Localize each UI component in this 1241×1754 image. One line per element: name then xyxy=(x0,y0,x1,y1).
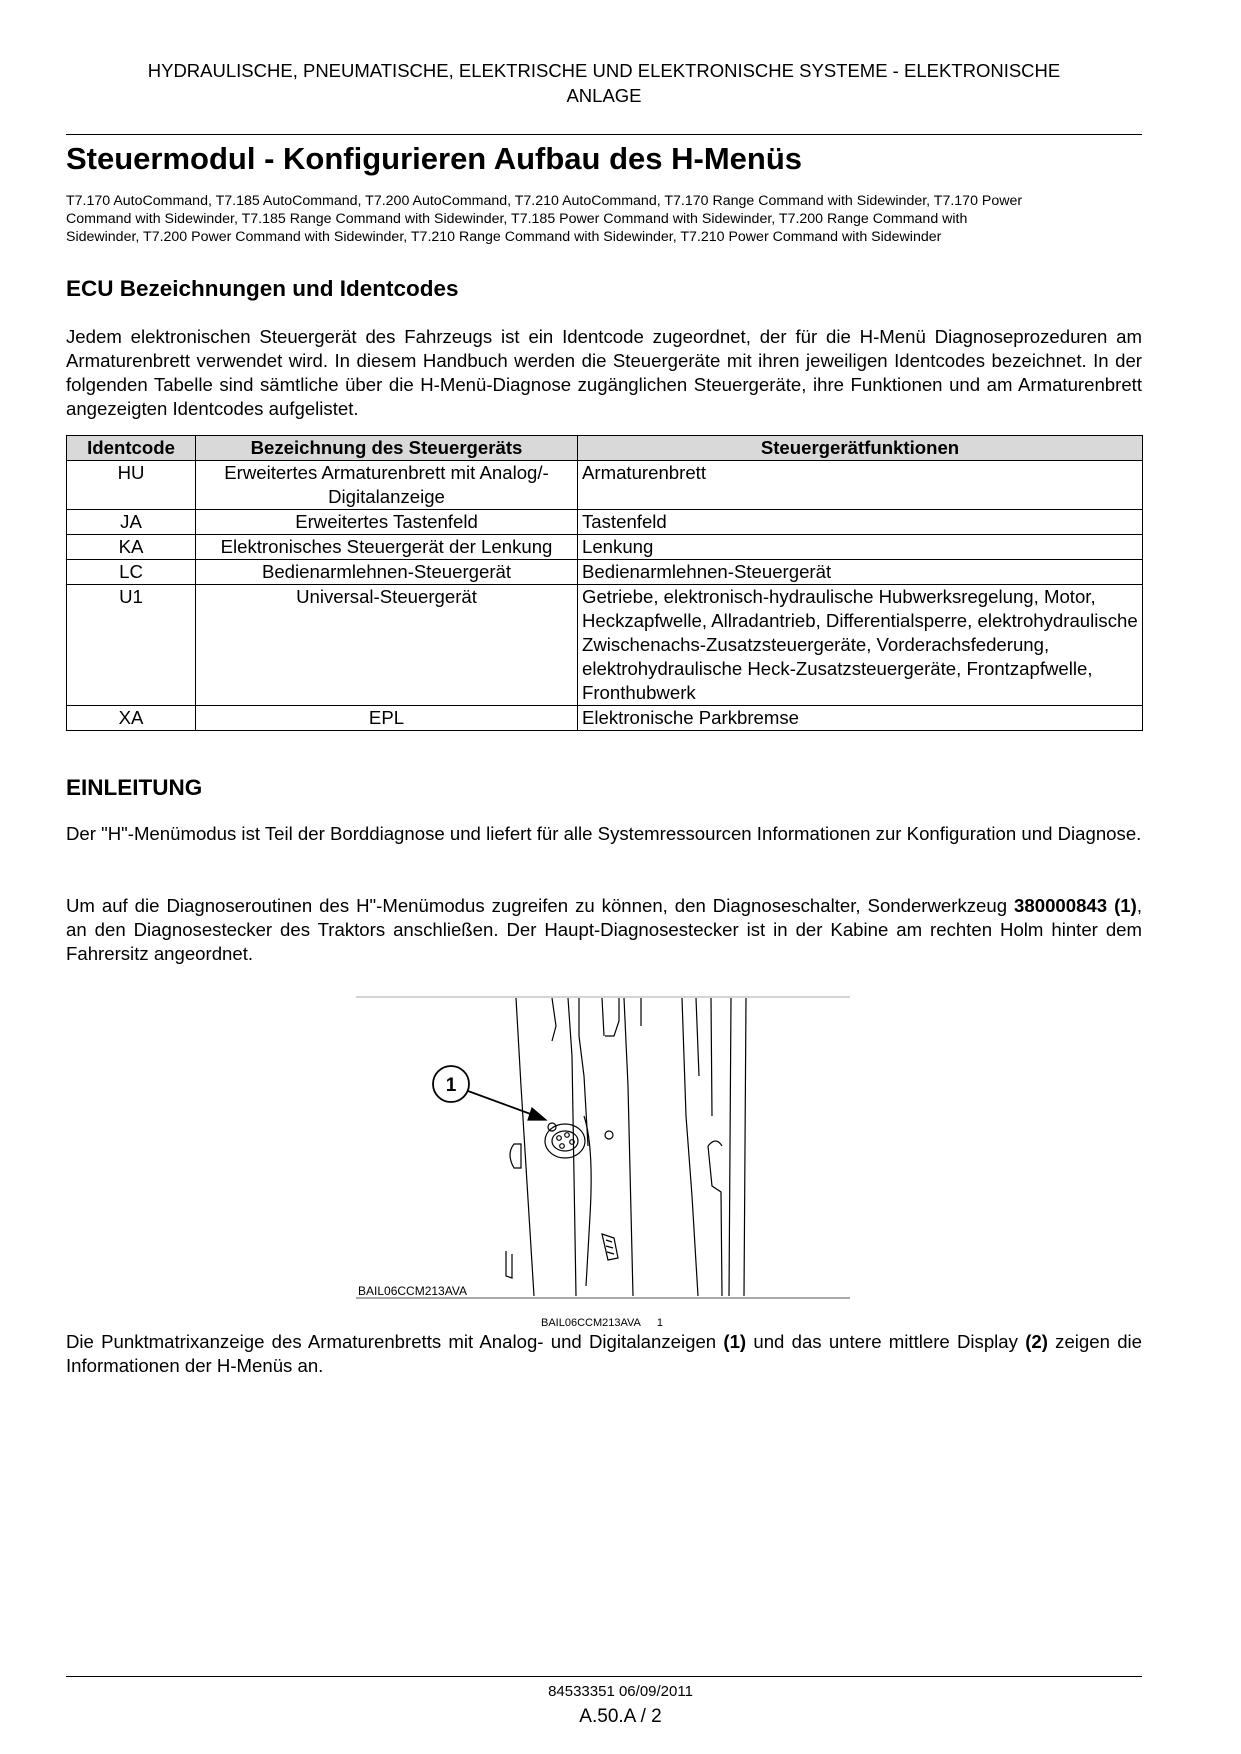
figure-caption xyxy=(541,1316,663,1330)
model-list-line-2: Command with Sidewinder, T7.185 Range Command with Sidewinder, T7.185 Power Command with Sidewinder, T7.200 Range Command with xyxy=(66,211,968,227)
table-row xyxy=(67,706,1143,731)
figure-image-label: BAIL06CCM213AVA xyxy=(358,1284,467,1298)
cell-name: Bedienarmlehnen-Steuergerät xyxy=(196,560,578,585)
cell-code: KA xyxy=(67,535,196,560)
callout-number: 1 xyxy=(445,1075,457,1096)
ecu-intro-paragraph: Jedem elektronischen Steuergerät des Fahrzeugs ist ein Identcode zugeordnet, der für die H-Menü Diagnoseprozeduren am Armaturenbrett verwendet wird. In diesem Handbuch werden die Steuergeräte mit ihren jeweiligen Identcodes bezeichnet. In der folgenden Tabelle sind sämtliche über die H-Menü-Diagnose zugänglichen Steuergeräte, ihre Funktionen und am Armaturenbrett angezeigten Identcodes aufgelistet. xyxy=(66,326,1142,419)
cell-name: Elektronisches Steuergerät der Lenkung xyxy=(196,535,578,560)
cell-function: Tastenfeld xyxy=(578,510,1143,535)
cell-code: HU xyxy=(67,461,196,510)
table-row xyxy=(67,585,1143,706)
connector-illustration xyxy=(356,996,850,1308)
section-heading-einleitung: EINLEITUNG xyxy=(66,775,203,800)
cell-code: XA xyxy=(67,706,196,731)
column-header-function: Steuergerätfunktionen xyxy=(578,436,1143,461)
model-list xyxy=(66,192,1146,246)
text-span: und das untere mittlere Display xyxy=(746,1331,1026,1352)
header-rule xyxy=(66,134,1142,135)
cell-function: Elektronische Parkbremse xyxy=(578,706,1143,731)
section-heading-ecu: ECU Bezeichnungen und Identcodes xyxy=(66,276,459,301)
table-row xyxy=(67,560,1143,585)
table-header-row xyxy=(67,436,1143,461)
display-paragraph xyxy=(66,1330,1142,1378)
text-span: zeigen die Informationen der H-Menüs an. xyxy=(66,1331,1143,1376)
cell-name: Erweitertes Armaturenbrett mit Analog/-Digitalanzeige xyxy=(196,461,578,510)
cell-name: EPL xyxy=(196,706,578,731)
cell-name: Universal-Steuergerät xyxy=(196,585,578,706)
reference-number: (2) xyxy=(1025,1331,1048,1352)
cell-code: LC xyxy=(67,560,196,585)
cell-function: Armaturenbrett xyxy=(578,461,1143,510)
cell-code: U1 xyxy=(67,585,196,706)
model-list-line-3: Sidewinder, T7.200 Power Command with Sidewinder, T7.210 Range Command with Sidewinder, T7.210 Power Command with Sidewinder xyxy=(66,229,942,245)
model-list-line-1: T7.170 AutoCommand, T7.185 AutoCommand, T7.200 AutoCommand, T7.210 AutoCommand, T7.170 Range Command with Sidewinder, T7.170 Power xyxy=(66,193,1023,209)
cell-function: Getriebe, elektronisch-hydraulische Hubwerksregelung, Motor, Heckzapfwelle, Allradantrieb, Differentialsperre, elektrohydraulische Zwischenachs-Zusatzsteuergeräte, Vorderachsfederung, elektrohydraulische Heck-Zusatzsteuergeräte, Frontzapfwelle, Fronthubwerk xyxy=(578,585,1143,706)
cell-function: Lenkung xyxy=(578,535,1143,560)
table-row xyxy=(67,535,1143,560)
reference-number: (1) xyxy=(723,1331,747,1352)
column-header-name: Bezeichnung des Steuergeräts xyxy=(196,436,578,461)
text-span: Um auf die Diagnoseroutinen des H"-Menümodus zugreifen zu können, den Diagnoseschalter, Sonderwerkzeug xyxy=(66,895,1015,916)
footer-page-number: A.50.A / 2 xyxy=(579,1706,662,1727)
intro-paragraph-2 xyxy=(66,894,1142,966)
page-title: Steuermodul - Konfigurieren Aufbau des H-Menüs xyxy=(66,141,802,176)
table-row xyxy=(67,461,1143,510)
tool-number: 380000843 xyxy=(1014,895,1108,916)
running-header-line-1: HYDRAULISCHE, PNEUMATISCHE, ELEKTRISCHE UND ELEKTRONISCHE SYSTEME - ELEKTRONISCHE xyxy=(147,60,1061,81)
cell-function: Bedienarmlehnen-Steuergerät xyxy=(578,560,1143,585)
reference-number: (1) xyxy=(1114,895,1137,916)
figure-caption-number: 1 xyxy=(656,1317,663,1329)
running-header xyxy=(66,58,1142,108)
column-header-identcode: Identcode xyxy=(67,436,196,461)
cell-name: Erweitertes Tastenfeld xyxy=(196,510,578,535)
text-span: , an den Diagnosestecker des Traktors anschließen. Der Haupt-Diagnosestecker ist in der Kabine am rechten Holm hinter dem Fahrersitz angeordnet. xyxy=(66,895,1142,964)
footer-document-number: 84533351 06/09/2011 xyxy=(548,1683,693,1700)
ecu-table xyxy=(66,435,1143,731)
running-header-line-2: ANLAGE xyxy=(566,85,642,106)
diagnostic-connector-figure xyxy=(356,996,850,1308)
table-row xyxy=(67,510,1143,535)
figure-caption-code: BAIL06CCM213AVA xyxy=(541,1317,641,1329)
footer-rule xyxy=(66,1676,1142,1677)
text-span: Die Punktmatrixanzeige des Armaturenbretts mit Analog- und Digitalanzeigen xyxy=(66,1331,724,1352)
cell-code: JA xyxy=(67,510,196,535)
intro-paragraph-1: Der "H"-Menümodus ist Teil der Borddiagnose und liefert für alle Systemressourcen Informationen zur Konfiguration und Diagnose. xyxy=(66,823,1142,844)
